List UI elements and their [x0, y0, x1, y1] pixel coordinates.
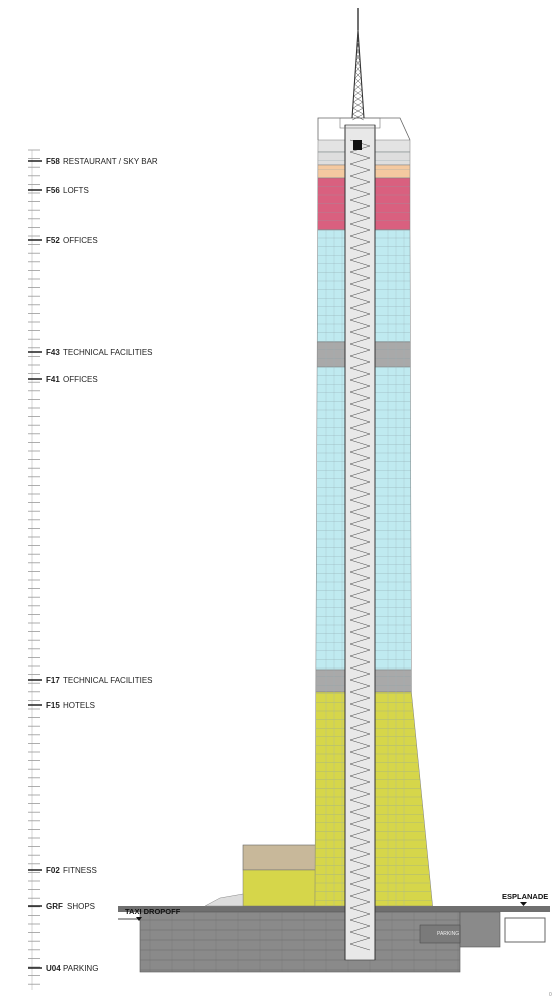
entrance-ramp — [205, 894, 243, 906]
level-ruler — [28, 150, 42, 990]
core-top-block — [353, 140, 362, 150]
level-code: F17 — [46, 676, 60, 685]
level-name: TECHNICAL FACILITIES — [63, 676, 153, 685]
level-label-f52 — [46, 236, 98, 245]
level-code: F41 — [46, 375, 60, 384]
level-label-f43 — [46, 348, 153, 357]
central-core — [345, 125, 375, 960]
level-code: U04 — [46, 964, 61, 973]
corner-mark: 0 — [549, 992, 552, 998]
level-name: OFFICES — [63, 375, 98, 384]
ground-slab — [118, 906, 550, 912]
fitness-podium — [243, 845, 317, 870]
level-code: F56 — [46, 186, 60, 195]
level-name: OFFICES — [63, 236, 98, 245]
level-name: RESTAURANT / SKY BAR — [63, 157, 158, 166]
esplanade-label: ESPLANADE — [502, 892, 549, 901]
service-tunnel — [505, 918, 545, 942]
level-code: F52 — [46, 236, 60, 245]
level-code: GRF — [46, 902, 63, 911]
level-label-f58 — [46, 157, 158, 166]
underground-parking — [140, 912, 460, 972]
level-code: F58 — [46, 157, 60, 166]
level-label-u04 — [46, 964, 98, 973]
taxi-dropoff-label: TAXI DROPOFF — [125, 907, 181, 916]
esplanade-marker-icon — [520, 902, 527, 906]
level-label-grf — [46, 902, 95, 911]
level-code: F02 — [46, 866, 60, 875]
parking-label: PARKING — [437, 931, 460, 937]
level-label-f56 — [46, 186, 89, 195]
level-name: FITNESS — [63, 866, 97, 875]
level-name: PARKING — [63, 964, 99, 973]
underground-parking-east — [460, 912, 500, 947]
level-code: F15 — [46, 701, 60, 710]
level-name: SHOPS — [67, 902, 96, 911]
level-label-f41 — [46, 375, 98, 384]
level-name: HOTELS — [63, 701, 96, 710]
tower-section — [118, 8, 550, 972]
level-code: F43 — [46, 348, 60, 357]
level-name: TECHNICAL FACILITIES — [63, 348, 153, 357]
level-label-f02 — [46, 866, 97, 875]
level-label-f15 — [46, 701, 95, 710]
level-labels — [46, 157, 158, 973]
level-label-f17 — [46, 676, 153, 685]
level-name: LOFTS — [63, 186, 89, 195]
esplanade-annotation — [502, 892, 548, 906]
podium-base — [243, 870, 317, 906]
